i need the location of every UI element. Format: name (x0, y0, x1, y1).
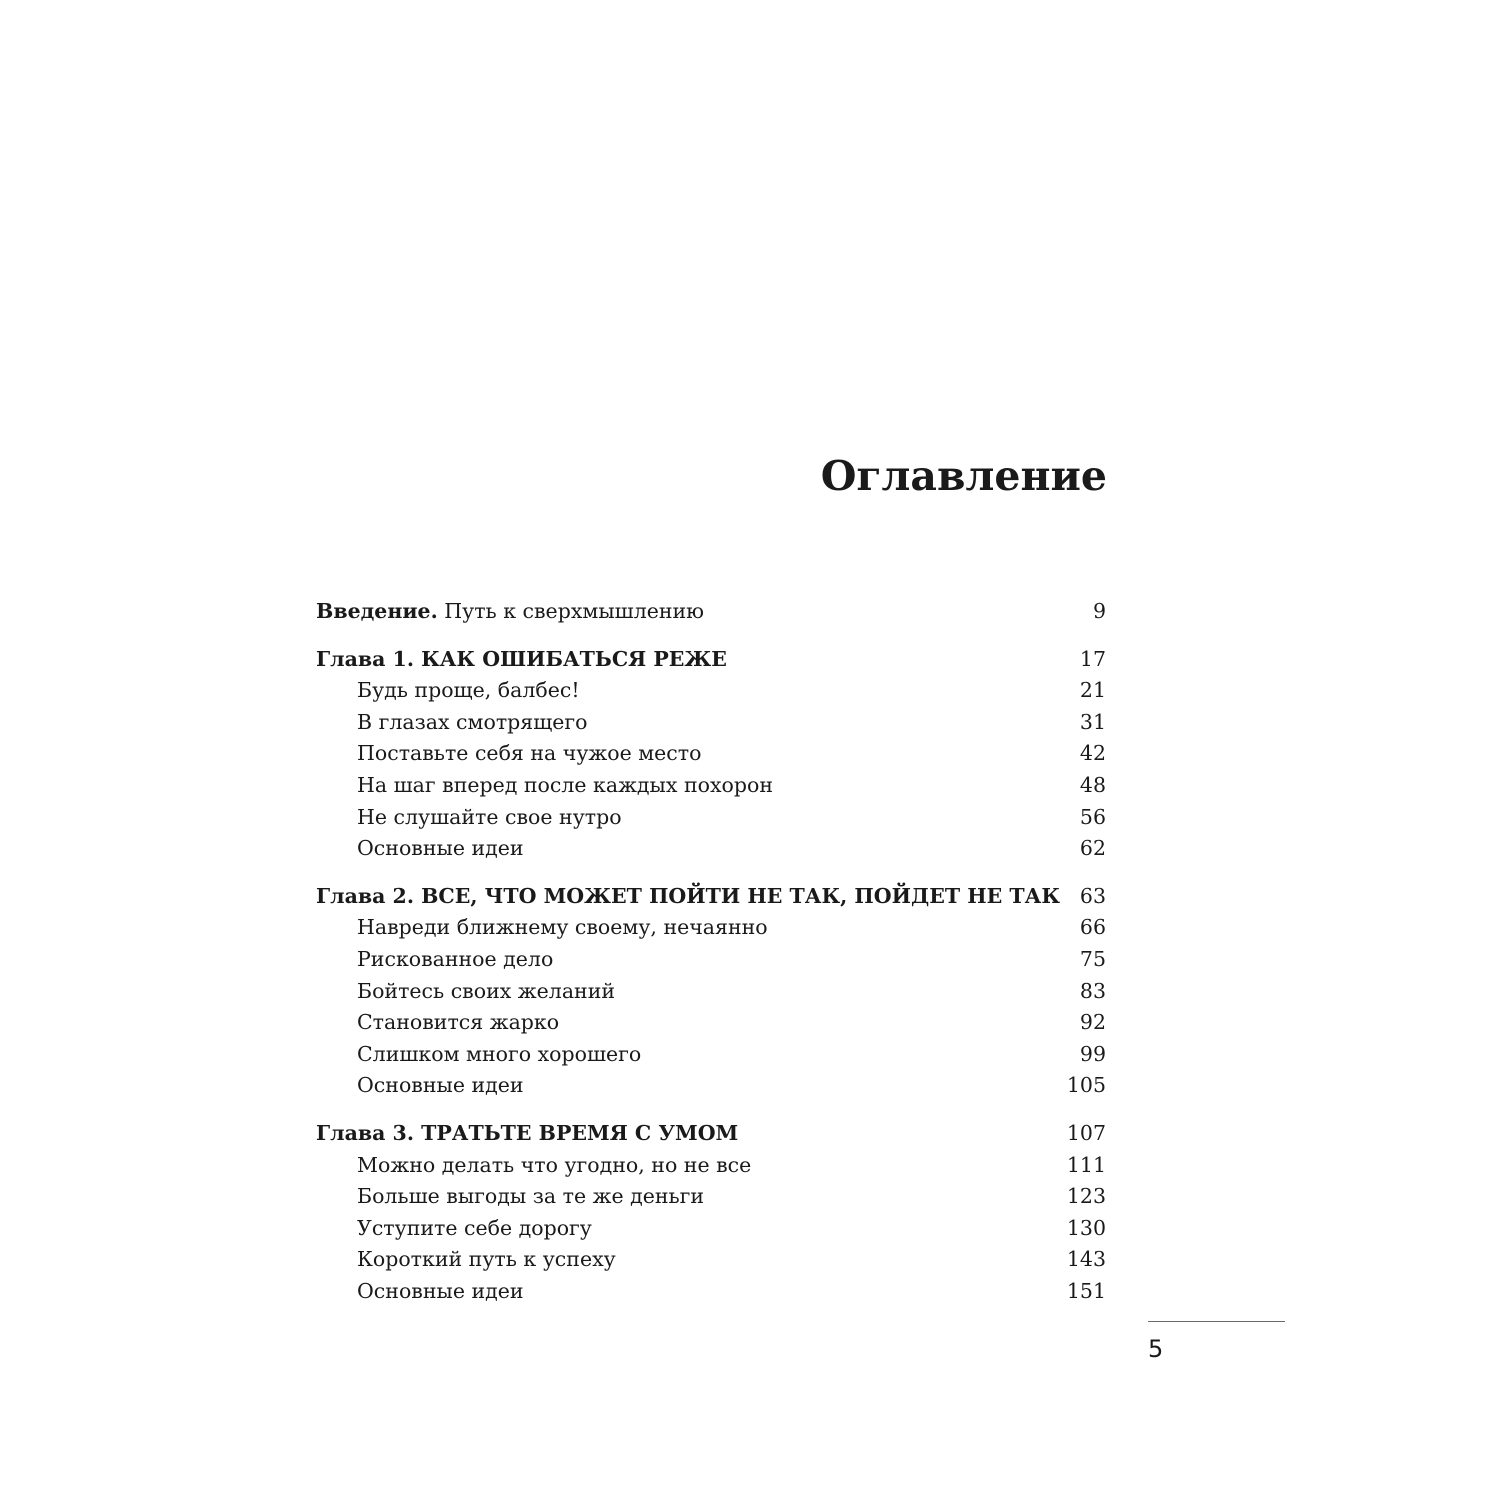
toc-chapter-1[interactable] (316, 644, 1106, 676)
page-number: 105 (1066, 1073, 1106, 1098)
toc-section[interactable] (316, 944, 1106, 976)
page-number: 83 (1079, 978, 1106, 1003)
folio-divider (1148, 1321, 1285, 1322)
toc-section[interactable] (316, 675, 1106, 707)
toc-section[interactable] (316, 1181, 1106, 1213)
page-number: 17 (1079, 646, 1106, 671)
toc-section[interactable] (316, 1007, 1106, 1039)
section-title: Слишком много хорошего (357, 1041, 642, 1066)
section-title: Можно делать что угодно, но не все (357, 1152, 752, 1177)
chapter-heading: Глава 1. КАК ОШИБАТЬСЯ РЕЖЕ (316, 646, 727, 671)
section-title: Основные идеи (357, 1278, 524, 1303)
section-title: Будь проще, балбес! (357, 678, 580, 703)
toc-section[interactable] (316, 833, 1106, 865)
section-title: Становится жарко (357, 1010, 560, 1035)
page-number: 21 (1079, 678, 1106, 703)
page-number: 66 (1079, 915, 1106, 940)
toc-chapter-2[interactable] (316, 881, 1106, 913)
section-title: Основные идеи (357, 1073, 524, 1098)
toc-entry-intro[interactable] (316, 596, 1106, 628)
toc-section[interactable] (316, 1070, 1106, 1102)
toc-entry-text (316, 596, 704, 628)
chapter-heading: Глава 3. ТРАТЬТЕ ВРЕМЯ С УМОМ (316, 1120, 739, 1145)
toc-section[interactable] (316, 707, 1106, 739)
page-number: 130 (1066, 1215, 1106, 1240)
section-title: Короткий путь к успеху (357, 1247, 616, 1272)
section-title: В глазах смотрящего (357, 709, 588, 734)
toc-section[interactable] (316, 1150, 1106, 1182)
toc-section[interactable] (316, 738, 1106, 770)
toc-section[interactable] (316, 912, 1106, 944)
toc-section[interactable] (316, 1213, 1106, 1245)
page-number: 48 (1079, 772, 1106, 797)
section-title: Рискованное дело (357, 946, 554, 971)
page-number: 62 (1079, 836, 1106, 861)
page-number: 31 (1079, 709, 1106, 734)
section-title: На шаг вперед после каждых похорон (357, 772, 773, 797)
toc-section[interactable] (316, 770, 1106, 802)
intro-title: Путь к сверхмышлению (444, 599, 705, 623)
section-title: Поставьте себя на чужое место (357, 741, 702, 766)
page-number: 151 (1066, 1278, 1106, 1303)
page-title: Оглавление (820, 452, 1107, 500)
toc-section[interactable] (316, 802, 1106, 834)
page-number: 9 (1092, 599, 1106, 623)
page-number: 75 (1079, 946, 1106, 971)
section-title: Навреди ближнему своему, нечаянно (357, 915, 768, 940)
page-number: 63 (1079, 883, 1106, 908)
chapter-heading: Глава 2. ВСЕ, ЧТО МОЖЕТ ПОЙТИ НЕ ТАК, ПОЙДЕТ НЕ ТАК (316, 883, 1060, 908)
section-title: Основные идеи (357, 836, 524, 861)
table-of-contents (316, 596, 1106, 1307)
toc-section[interactable] (316, 1276, 1106, 1308)
page-number: 56 (1079, 804, 1106, 829)
page-number: 42 (1079, 741, 1106, 766)
page-number: 99 (1079, 1041, 1106, 1066)
page-number: 123 (1066, 1184, 1106, 1209)
section-title: Уступите себе дорогу (357, 1215, 592, 1240)
page-number: 143 (1066, 1247, 1106, 1272)
intro-label: Введение. (316, 599, 438, 623)
page-number: 111 (1066, 1152, 1106, 1177)
toc-section[interactable] (316, 976, 1106, 1008)
page-folio-number: 5 (1148, 1335, 1164, 1363)
section-title: Не слушайте свое нутро (357, 804, 622, 829)
page-number: 107 (1066, 1120, 1106, 1145)
section-title: Больше выгоды за те же деньги (357, 1184, 705, 1209)
toc-section[interactable] (316, 1244, 1106, 1276)
page-number: 92 (1079, 1010, 1106, 1035)
section-title: Бойтесь своих желаний (357, 978, 616, 1003)
toc-section[interactable] (316, 1039, 1106, 1071)
toc-chapter-3[interactable] (316, 1118, 1106, 1150)
